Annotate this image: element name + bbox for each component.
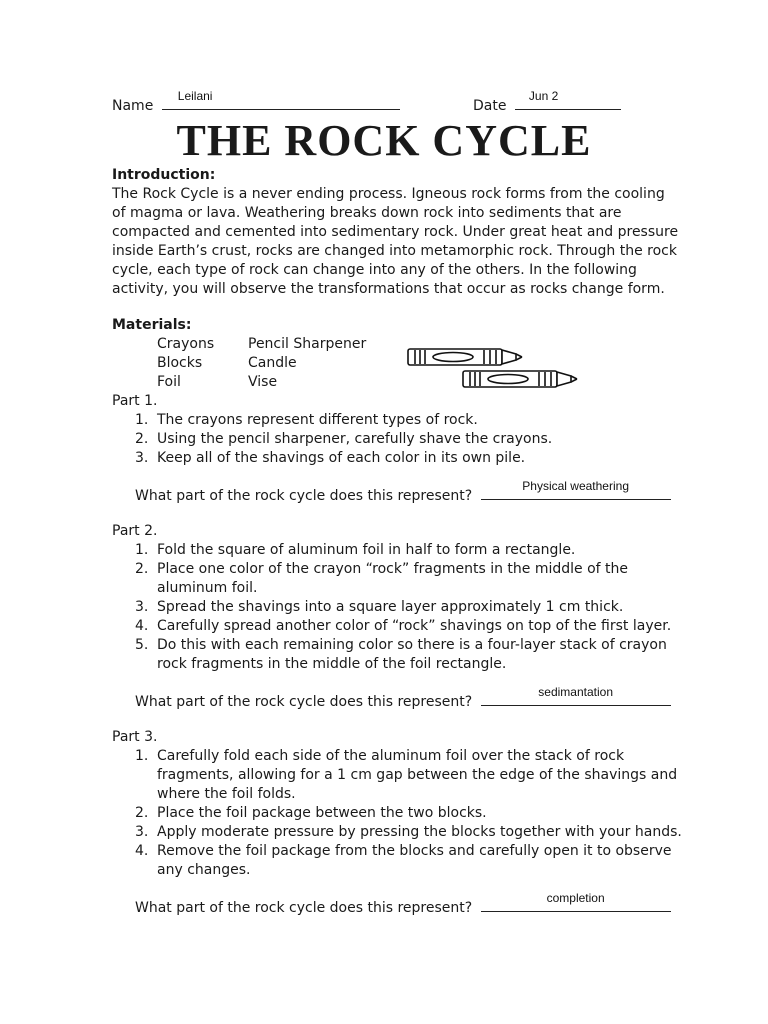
list-item: [135, 411, 552, 430]
part-3-question: [135, 891, 671, 918]
part-1-answer-field[interactable]: [481, 479, 671, 500]
page-title: THE ROCK CYCLE: [176, 116, 592, 165]
part-3-answer: completion: [546, 891, 605, 905]
question-text: What part of the rock cycle does this represent?: [135, 900, 473, 916]
step-text: Place one color of the crayon “rock” fragments in the middle of the: [157, 561, 629, 577]
date-value: Jun 2: [528, 89, 559, 103]
name-value: Leilani: [177, 89, 213, 103]
material-item: Blocks: [157, 355, 203, 371]
step-text: Apply moderate pressure by pressing the blocks together with your hands.: [157, 824, 682, 840]
question-text: What part of the rock cycle does this represent?: [135, 694, 473, 710]
list-item: [135, 541, 671, 560]
part-3-answer-field[interactable]: [481, 891, 671, 912]
step-text: rock fragments in the middle of the foil rectangle.: [157, 656, 507, 672]
part-2-answer: sedimantation: [538, 685, 613, 699]
crayon-icon: [461, 368, 579, 390]
materials-heading: Materials:: [112, 317, 192, 333]
material-item: Vise: [248, 374, 278, 390]
step-number: 4.: [135, 843, 149, 859]
step-text: fragments, allowing for a 1 cm gap between the edge of the shavings and: [157, 767, 678, 783]
list-item: [135, 804, 682, 823]
name-field[interactable]: [162, 89, 400, 110]
step-text: Do this with each remaining color so there is a four-layer stack of crayon: [157, 637, 667, 653]
introduction-paragraph: [112, 185, 679, 299]
date-row: [473, 89, 621, 116]
part-3-steps: [135, 747, 682, 880]
step-text: any changes.: [157, 862, 251, 878]
step-text: Spread the shavings into a square layer approximately 1 cm thick.: [157, 599, 624, 615]
material-item: Crayons: [157, 336, 215, 352]
step-number: 1.: [135, 748, 149, 764]
materials-column-2: [248, 335, 366, 392]
step-text: Carefully spread another color of “rock” shavings on top of the first layer.: [157, 618, 672, 634]
part-2-answer-field[interactable]: [481, 685, 671, 706]
intro-line: inside Earth’s crust, rocks are changed into metamorphic rock. Through the rock: [112, 243, 677, 259]
material-item: Candle: [248, 355, 297, 371]
step-text: The crayons represent different types of rock.: [157, 412, 478, 428]
list-item: [135, 560, 671, 598]
material-item: Foil: [157, 374, 181, 390]
part-2-steps: [135, 541, 671, 674]
list-item: [135, 636, 671, 674]
intro-line: cycle, each type of rock can change into any of the others. In the following: [112, 262, 637, 278]
step-number: 1.: [135, 542, 149, 558]
step-number: 3.: [135, 450, 149, 466]
intro-line: compacted and cemented into sedimentary rock. Under great heat and pressure: [112, 224, 679, 240]
part-1-heading: Part 1.: [112, 393, 158, 409]
step-number: 2.: [135, 561, 149, 577]
list-item: [135, 449, 552, 468]
material-item: Pencil Sharpener: [248, 336, 367, 352]
part-2-heading: Part 2.: [112, 523, 158, 539]
question-text: What part of the rock cycle does this represent?: [135, 488, 473, 504]
list-item: [135, 430, 552, 449]
date-field[interactable]: [515, 89, 621, 110]
intro-line: activity, you will observe the transformations that occur as rocks change form.: [112, 281, 665, 297]
step-number: 2.: [135, 431, 149, 447]
intro-line: The Rock Cycle is a never ending process. Igneous rock forms from the cooling: [112, 186, 665, 202]
step-text: Keep all of the shavings of each color in its own pile.: [157, 450, 526, 466]
list-item: [135, 747, 682, 804]
step-number: 4.: [135, 618, 149, 634]
introduction-heading: Introduction:: [112, 167, 216, 183]
step-number: 5.: [135, 637, 149, 653]
materials-column-1: [157, 335, 214, 392]
step-text: aluminum foil.: [157, 580, 258, 596]
name-row: [112, 89, 400, 116]
step-text: Fold the square of aluminum foil in half to form a rectangle.: [157, 542, 576, 558]
date-label: Date: [473, 98, 507, 114]
part-1-question: [135, 479, 671, 506]
list-item: [135, 842, 682, 880]
part-1-answer: Physical weathering: [522, 479, 629, 493]
step-number: 1.: [135, 412, 149, 428]
step-text: Using the pencil sharpener, carefully shave the crayons.: [157, 431, 553, 447]
part-3-heading: Part 3.: [112, 729, 158, 745]
part-2-question: [135, 685, 671, 712]
step-number: 3.: [135, 599, 149, 615]
step-text: Place the foil package between the two blocks.: [157, 805, 487, 821]
crayon-icon: [406, 346, 524, 368]
step-number: 3.: [135, 824, 149, 840]
list-item: [135, 617, 671, 636]
list-item: [135, 823, 682, 842]
name-label: Name: [112, 98, 154, 114]
list-item: [135, 598, 671, 617]
step-text: where the foil folds.: [157, 786, 296, 802]
step-text: Remove the foil package from the blocks and carefully open it to observe: [157, 843, 672, 859]
step-number: 2.: [135, 805, 149, 821]
intro-line: of magma or lava. Weathering breaks down rock into sediments that are: [112, 205, 622, 221]
step-text: Carefully fold each side of the aluminum foil over the stack of rock: [157, 748, 625, 764]
part-1-steps: [135, 411, 552, 468]
